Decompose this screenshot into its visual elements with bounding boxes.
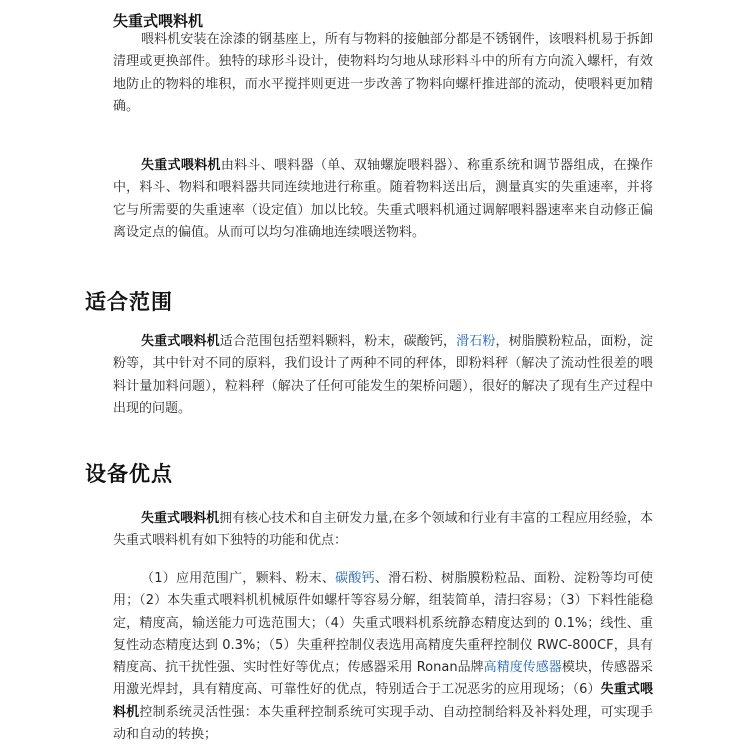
advantages-list-paragraph bbox=[113, 568, 653, 746]
calcium-carbonate-link[interactable]: 碳酸钙 bbox=[335, 571, 375, 586]
intro-text: 喂料机安装在涂漆的钢基座上，所有与物料的接触部分都是不锈钢件，该喂料机易于拆卸清理或更换部件。独特的球形斗设计，使物料均匀地从球形料斗中的所有方向流入螺杆，有效地防止的物料的堆积，而水平搅拌则更进一步改善了物料向螺杆推进部的流动，使喂料更加精确。 bbox=[113, 32, 653, 114]
talc-link[interactable]: 滑石粉 bbox=[456, 334, 496, 349]
advantages-intro-paragraph bbox=[113, 508, 653, 553]
product-name-bold: 失重式喂料机 bbox=[113, 682, 653, 720]
advantages-text-3: 模块，传感器采用激光焊封，具有精度高、可靠性好的优点，特别适合于工况恶劣的应用现场；（6） bbox=[113, 660, 653, 698]
scope-paragraph bbox=[113, 331, 653, 420]
advantages-text-1: （1）应用范围广，颗料、粉末、 bbox=[141, 571, 336, 586]
product-name-bold: 失重式喂料机 bbox=[141, 334, 220, 349]
advantages-intro-text: 拥有核心技术和自主研发力量,在多个领域和行业有丰富的工程应用经验，本失重式喂料机有如下独特的功能和优点： bbox=[113, 511, 653, 549]
product-name-bold: 失重式喂料机 bbox=[141, 511, 220, 526]
section-title-weight-loss-feeder: 失重式喂料机 bbox=[113, 12, 204, 30]
section-title-advantages: 设备优点 bbox=[85, 462, 173, 486]
product-name-bold: 失重式喂料机 bbox=[141, 158, 221, 173]
scope-text-b: ，树脂膜粉粒品，面粉，淀粉等，其中针对不同的原料，我们设计了两种不同的秤体，即粉料秤（解决了流动性很差的喂料计量加料问题），粒料秤（解决了任何可能发生的架桥问题），很好的解决了现有生产过程中出现的问题。 bbox=[113, 334, 653, 416]
intro-paragraph bbox=[113, 29, 653, 118]
composition-paragraph bbox=[113, 155, 653, 244]
composition-text: 由料斗、喂料器（单、双轴螺旋喂料器）、称重系统和调节器组成，在操作中，料斗、物料和喂料器共同连续地进行称重。随着物料送出后，测量真实的失重速率，并将它与所需要的失重速率（设定值）加以比较。失重式喂料机通过调解喂料器速率来自动修正偏离设定点的偏值。从而可以均匀准确地连续喂送物料。 bbox=[113, 158, 653, 240]
section-title-scope: 适合范围 bbox=[85, 290, 173, 314]
advantages-text-4: 控制系统灵活性强：本失重秤控制系统可实现手动、自动控制给料及补料处理，可实现手动和自动的转换； bbox=[113, 704, 653, 743]
scope-text-a: 适合范围包括塑料颗料，粉末，碳酸钙， bbox=[219, 334, 457, 349]
sensor-link[interactable]: 高精度传感器 bbox=[483, 660, 562, 676]
advantages-text-2: 、滑石粉、树脂膜粉粒品、面粉、淀粉等均可使用；（2）本失重式喂料机机械原件如螺杆等容易分解，组装简单，清扫容易；（3）下料性能稳定，精度高，输送能力可选范围大；（4）失重式喂料机系统静态精度达到的 0.1%；线性、重复性动态精度达到 0.3%；（5）失重秤控制仪表选用高精度失重秤控制仪 RWC-800CF，具有精度高、抗干扰性强、实时性好等优点；传感器采用 Ronan品牌 bbox=[113, 571, 653, 676]
